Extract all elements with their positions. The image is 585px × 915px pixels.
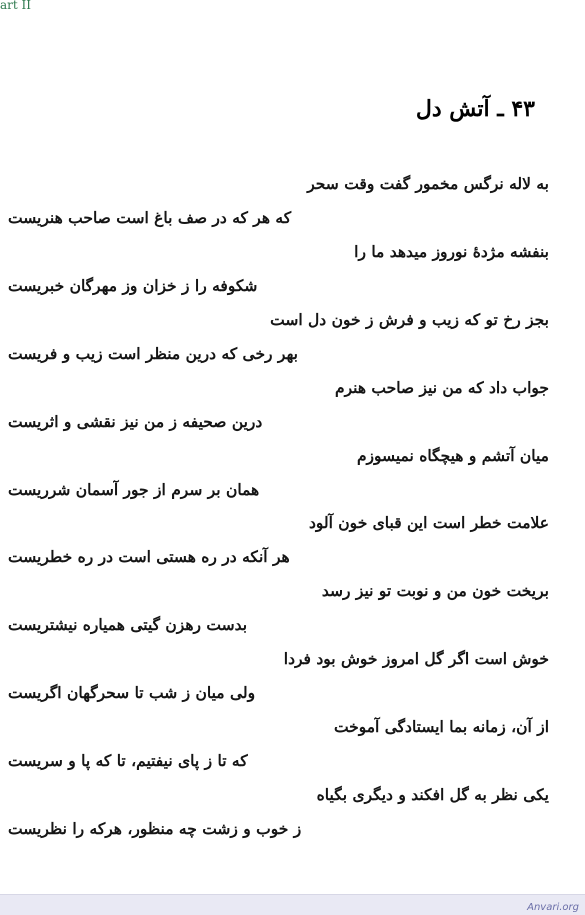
verse-line: که هر که در صف باغ است صاحب هنریست: [8, 208, 292, 227]
verse-line: بریخت خون من و نوبت تو نیز رسد: [321, 581, 549, 600]
verse-line: خوش است اگر گل امروز خوش بود فردا: [283, 649, 549, 668]
verse-line: بدست رهزن گیتی همیاره نیشتریست: [8, 615, 248, 634]
header-label: art II: [0, 0, 32, 12]
verse-line: به لاله نرگس مخمور گفت وقت سحر: [307, 174, 549, 193]
verse-line: ولی میان ز شب تا سحرگهان اگریست: [8, 683, 256, 702]
verse-line: از آن، زمانه بما ایستادگی آموخت: [333, 717, 549, 736]
verse-line: بجز رخ تو که زیب و فرش ز خون دل است: [270, 310, 549, 329]
verse-line: همان بر سرم از جور آسمان شرریست: [8, 480, 260, 499]
verse-line: هر آنکه در ره هستی است در ره خطریست: [8, 547, 290, 566]
watermark-logo: Anvari.org: [527, 902, 579, 913]
verse-line: درین صحیفه ز من نیز نقشی و اثریست: [8, 412, 263, 431]
verse-line: علامت خطر است این قبای خون آلود: [308, 513, 549, 532]
verse-line: یکی نظر به گل افکند و دیگری بگیاه: [316, 785, 549, 804]
verse-line: بهر رخی که درین منظر است زیب و فریست: [8, 344, 298, 363]
verse-line: ز خوب و زشت چه منظور، هرکه را نظریست: [8, 819, 302, 838]
poem-title: ۴۳ ـ آتش دل: [415, 96, 535, 122]
verse-line: میان آتشم و هیچگاه نمیسوزم: [356, 446, 549, 465]
verse-line: شکوفه را ز خزان وز مهرگان خبریست: [8, 276, 258, 295]
verse-line: که تا ز پای نیفتیم، تا که پا و سریست: [8, 751, 248, 770]
verse-line: بنفشه مژدهٔ نوروز میدهد ما را: [354, 242, 549, 261]
verse-line: جواب داد که من نیز صاحب هنرم: [335, 378, 549, 397]
footer-strip: [0, 894, 585, 915]
